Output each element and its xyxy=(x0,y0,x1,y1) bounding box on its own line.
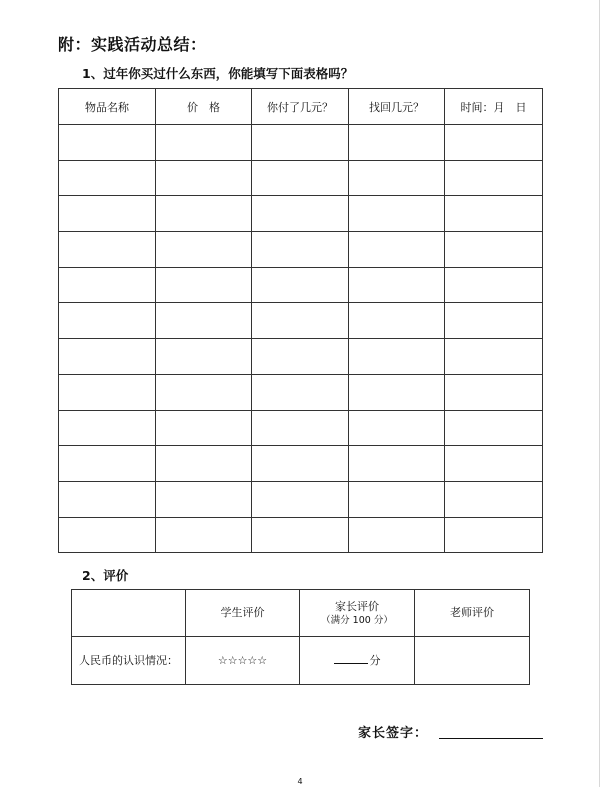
table-cell[interactable] xyxy=(252,232,349,268)
table-cell[interactable] xyxy=(59,517,156,553)
table-cell[interactable] xyxy=(252,374,349,410)
header-date: 时间：月 日 xyxy=(445,89,543,125)
table-cell[interactable] xyxy=(349,125,445,161)
table-row xyxy=(59,481,543,517)
table-cell[interactable] xyxy=(156,410,252,446)
table-cell[interactable] xyxy=(349,303,445,339)
table-cell[interactable] xyxy=(445,410,543,446)
table-cell[interactable] xyxy=(156,374,252,410)
header-student-eval: 学生评价 xyxy=(186,590,300,637)
parent-score-cell[interactable] xyxy=(300,637,415,685)
table-row xyxy=(59,232,543,268)
page-title: 附：实践活动总结： xyxy=(58,35,207,54)
table-cell[interactable] xyxy=(59,446,156,482)
header-change: 找回几元？ xyxy=(349,89,445,125)
table-cell[interactable] xyxy=(349,481,445,517)
table-cell[interactable] xyxy=(445,125,543,161)
table-cell[interactable] xyxy=(59,481,156,517)
table-cell[interactable] xyxy=(252,339,349,375)
table-cell[interactable] xyxy=(59,267,156,303)
table-cell[interactable] xyxy=(349,410,445,446)
criterion-label: 人民币的认识情况： xyxy=(79,653,178,667)
table-cell[interactable] xyxy=(349,196,445,232)
student-stars-cell[interactable] xyxy=(186,637,300,685)
header-paid: 你付了几元？ xyxy=(252,89,349,125)
table-cell[interactable] xyxy=(349,232,445,268)
table-row xyxy=(59,125,543,161)
table-cell[interactable] xyxy=(156,303,252,339)
parent-eval-note: （满分 100 分） xyxy=(321,615,393,627)
evaluation-table xyxy=(71,589,530,685)
header-parent-eval xyxy=(300,590,415,637)
table-cell[interactable] xyxy=(445,196,543,232)
table-row xyxy=(59,160,543,196)
table-cell[interactable] xyxy=(156,517,252,553)
table-cell[interactable] xyxy=(59,232,156,268)
purchase-table-body xyxy=(59,125,543,553)
table-cell[interactable] xyxy=(252,481,349,517)
table-cell[interactable] xyxy=(445,232,543,268)
table-cell[interactable] xyxy=(252,410,349,446)
parent-signature-line[interactable] xyxy=(439,738,543,739)
table-cell[interactable] xyxy=(349,374,445,410)
table-cell[interactable] xyxy=(252,196,349,232)
table-cell[interactable] xyxy=(252,303,349,339)
table-row xyxy=(59,410,543,446)
table-cell[interactable] xyxy=(156,196,252,232)
table-cell[interactable] xyxy=(349,446,445,482)
table-cell[interactable] xyxy=(156,267,252,303)
table-cell[interactable] xyxy=(445,160,543,196)
table-cell[interactable] xyxy=(445,517,543,553)
table-cell[interactable] xyxy=(252,160,349,196)
star-rating[interactable]: ☆☆☆☆☆ xyxy=(217,653,268,667)
score-blank[interactable] xyxy=(334,651,368,664)
evaluation-row xyxy=(72,637,530,685)
table-cell[interactable] xyxy=(349,160,445,196)
table-cell[interactable] xyxy=(156,232,252,268)
table-cell[interactable] xyxy=(156,481,252,517)
parent-eval-label: 家长评价 xyxy=(335,600,379,614)
table-cell[interactable] xyxy=(252,125,349,161)
table-cell[interactable] xyxy=(349,267,445,303)
table-cell[interactable] xyxy=(445,481,543,517)
table-cell[interactable] xyxy=(59,339,156,375)
table-row xyxy=(59,267,543,303)
table-cell[interactable] xyxy=(252,446,349,482)
evaluation-table-header xyxy=(72,590,530,637)
purchase-table xyxy=(58,88,543,553)
table-cell[interactable] xyxy=(59,303,156,339)
table-cell[interactable] xyxy=(252,267,349,303)
table-row xyxy=(59,303,543,339)
table-cell[interactable] xyxy=(156,446,252,482)
table-cell[interactable] xyxy=(349,339,445,375)
table-cell[interactable] xyxy=(445,267,543,303)
table-row xyxy=(59,339,543,375)
table-cell[interactable] xyxy=(445,446,543,482)
purchase-table-header xyxy=(59,89,543,125)
teacher-eval-cell[interactable] xyxy=(415,637,530,685)
table-cell[interactable] xyxy=(156,160,252,196)
table-row xyxy=(59,374,543,410)
table-row xyxy=(59,196,543,232)
question-1: 1、过年你买过什么东西，你能填写下面表格吗？ xyxy=(82,66,354,81)
table-cell[interactable] xyxy=(156,339,252,375)
table-cell[interactable] xyxy=(59,196,156,232)
table-cell[interactable] xyxy=(252,517,349,553)
table-row xyxy=(59,446,543,482)
page-number: 4 xyxy=(297,777,303,786)
table-cell[interactable] xyxy=(59,125,156,161)
table-cell[interactable] xyxy=(445,303,543,339)
header-teacher-eval: 老师评价 xyxy=(415,590,530,637)
parent-signature-label: 家长签字： xyxy=(358,726,429,741)
header-price: 价 格 xyxy=(156,89,252,125)
header-item-name: 物品名称 xyxy=(59,89,156,125)
table-row xyxy=(59,517,543,553)
table-cell[interactable] xyxy=(445,374,543,410)
table-cell[interactable] xyxy=(59,160,156,196)
score-unit: 分 xyxy=(369,654,381,668)
table-cell[interactable] xyxy=(445,339,543,375)
table-cell[interactable] xyxy=(59,374,156,410)
criterion-cell xyxy=(72,637,186,685)
question-2: 2、评价 xyxy=(82,568,129,583)
table-cell[interactable] xyxy=(156,125,252,161)
table-cell[interactable] xyxy=(59,410,156,446)
header-blank xyxy=(72,590,186,637)
table-cell[interactable] xyxy=(349,517,445,553)
